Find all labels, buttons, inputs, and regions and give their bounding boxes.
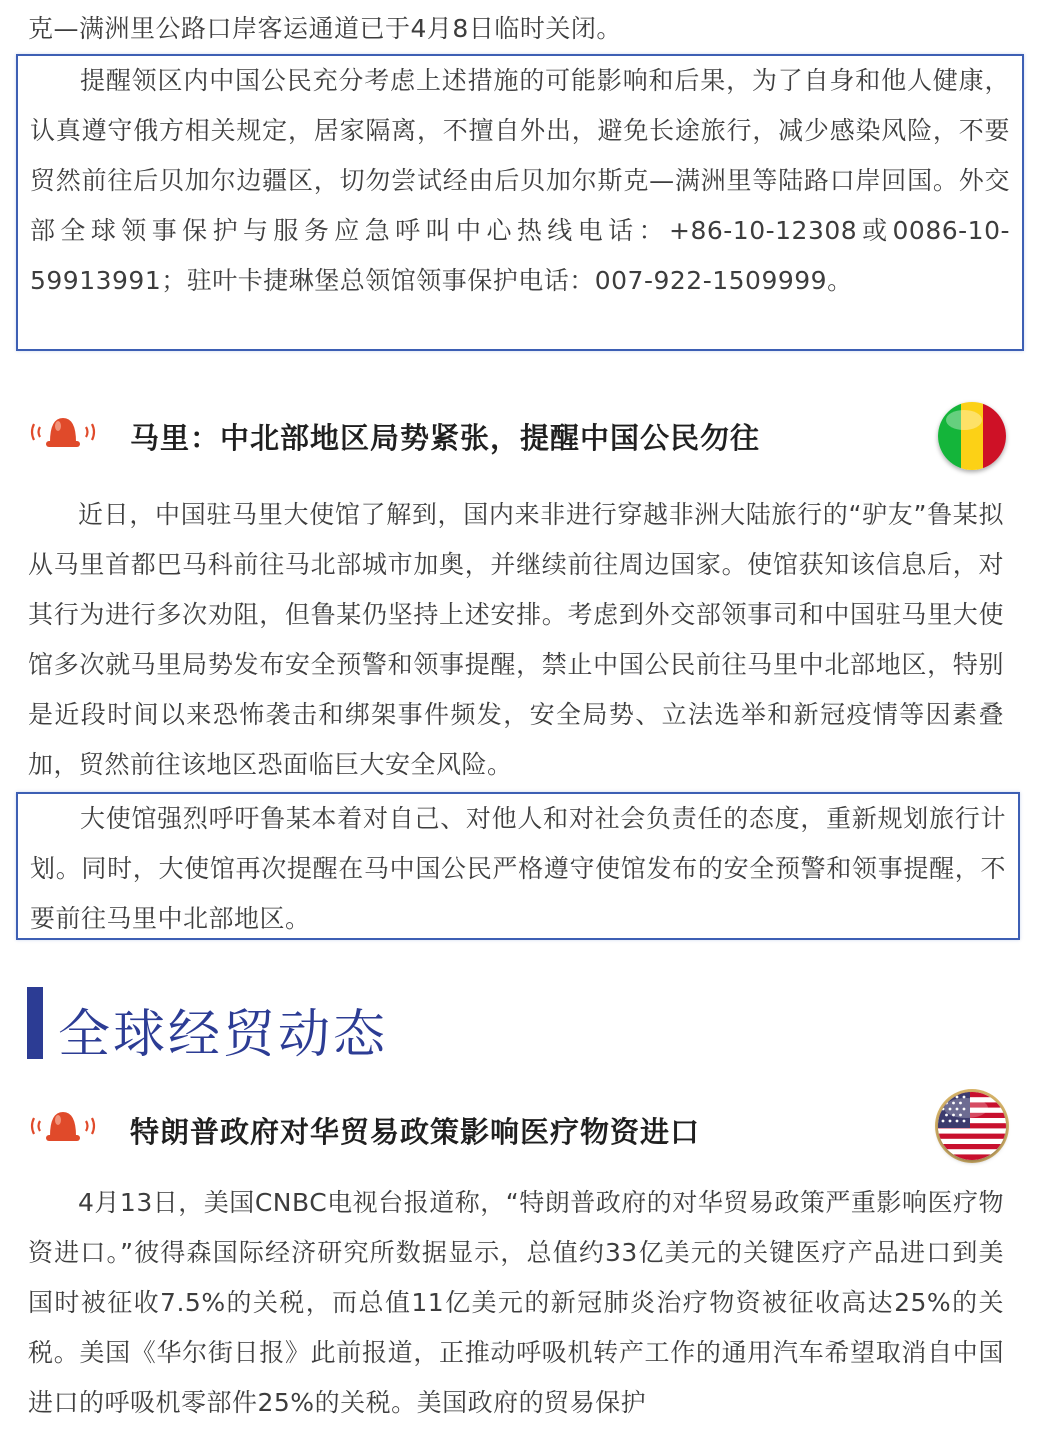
embassy-appeal-box: [16, 792, 1020, 940]
usa-paragraph: 4月13日，美国CNBC电视台报道称，“特朗普政府的对华贸易政策严重影响医疗物资进口。”彼得森国际经济研究所数据显示，总值约33亿美元的关键医疗产品进口到美国时被征收7.5%的关税，而总值11亿美元的新冠肺炎治疗物资被征收高达25%的关税。美国《华尔街日报》此前报道，正推动呼吸机转产工作的通用汽车希望取消自中国进口的呼吸机零部件25%的关税。美国政府的贸易保护: [28, 1188, 1004, 1417]
mali-paragraph: 近日，中国驻马里大使馆了解到，国内来非进行穿越非洲大陆旅行的“驴友”鲁某拟从马里首都巴马科前往马北部城市加奥，并继续前往周边国家。使馆获知该信息后，对其行为进行多次劝阻，但鲁某仍坚持上述安排。考虑到外交部领事司和中国驻马里大使馆多次就马里局势发布安全预警和领事提醒，禁止中国公民前往马里中北部地区，特别是近段时间以来恐怖袭击和绑架事件频发，安全局势、立法选举和新冠疫情等因素叠加，贸然前往该地区恐面临巨大安全风险。: [28, 500, 1004, 779]
section-marker: [27, 987, 43, 1059]
embassy-appeal-text: 大使馆强烈呼吁鲁某本着对自己、对他人和对社会负责任的态度，重新规划旅行计划。同时，大使馆再次提醒在马中国公民严格遵守使馆发布的安全预警和领事提醒，不要前往马里中北部地区。: [30, 804, 1006, 933]
usa-headline: 特朗普政府对华贸易政策影响医疗物资进口: [130, 1115, 701, 1149]
consular-reminder-box: [16, 54, 1024, 351]
continued-paragraph: 克—满洲里公路口岸客运通道已于4月8日临时关闭。: [28, 14, 622, 43]
section-title: 全球经贸动态: [58, 1005, 389, 1065]
consular-reminder-text: 提醒领区内中国公民充分考虑上述措施的可能影响和后果，为了自身和他人健康，认真遵守俄方相关规定，居家隔离，不擅自外出，避免长途旅行，减少感染风险，不要贸然前往后贝加尔边疆区，切勿尝试经由后贝加尔斯克—满洲里等陆路口岸回国。外交部全球领事保护与服务应急呼叫中心热线电话：+86-10-12308或0086-10-59913991；驻叶卡捷琳堡总领馆领事保护电话：007-922-1509999。: [30, 66, 1010, 295]
alarm-icon: [28, 1108, 98, 1144]
usa-flag-icon: [938, 1092, 1006, 1160]
mali-headline: 马里：中北部地区局势紧张，提醒中国公民勿往: [130, 421, 761, 455]
alarm-icon: [28, 414, 98, 450]
mali-flag-icon: [938, 402, 1006, 470]
